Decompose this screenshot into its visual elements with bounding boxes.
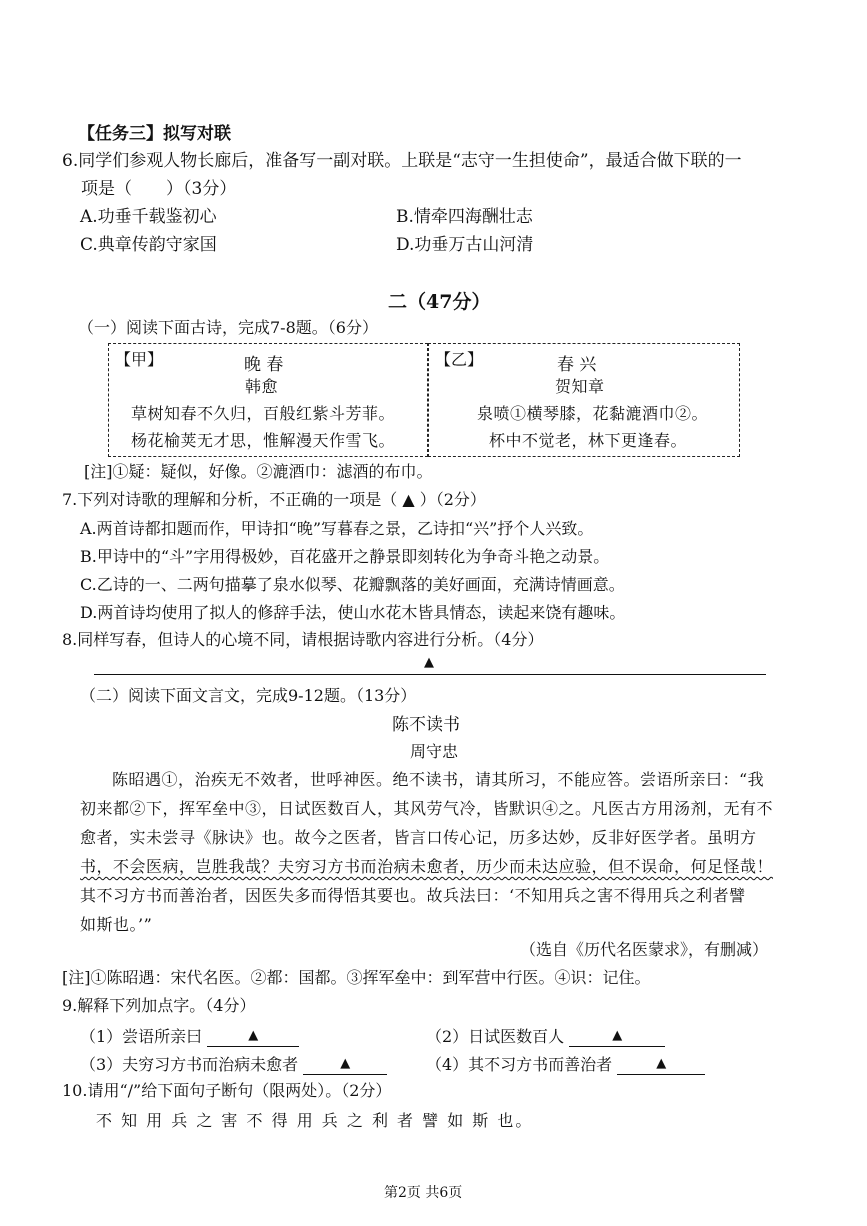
poem-note: [注]①疑：疑似，好像。②漉酒巾：滤酒的布巾。 bbox=[84, 462, 433, 481]
poem-a-line1: 草树知春不久归，百般红紫斗芳菲。 bbox=[131, 404, 396, 423]
poem-a-tag: 【甲】 bbox=[115, 350, 164, 369]
answer-marker: ▲ bbox=[424, 655, 434, 670]
question-9-item-4 bbox=[426, 1052, 705, 1075]
question-7-option-c: C.乙诗的一、二两句描摹了泉水似琴、花瓣飘落的美好画面，充满诗情画意。 bbox=[80, 575, 625, 594]
page-footer: 第2页 共6页 bbox=[384, 1185, 463, 1201]
question-9-item-4-blank[interactable] bbox=[617, 1052, 705, 1075]
option-d: D.功垂万古山河清 bbox=[396, 235, 534, 255]
task-header: 【任务三】拟写对联 bbox=[78, 124, 231, 144]
option-b: B.情牵四海酬壮志 bbox=[396, 207, 533, 227]
question-9-item-3-blank[interactable] bbox=[303, 1052, 387, 1075]
poem-a-author: 韩愈 bbox=[245, 377, 279, 396]
section-title: 二（47分） bbox=[388, 291, 491, 313]
question-9-item-1-blank[interactable] bbox=[207, 1024, 299, 1047]
answer-marker: ▲ bbox=[248, 1028, 259, 1043]
prose-author: 周守忠 bbox=[410, 742, 459, 761]
poem-b-author: 贺知章 bbox=[555, 377, 605, 396]
prose-title: 陈不读书 bbox=[392, 715, 460, 735]
answer-marker: ▲ bbox=[340, 1056, 351, 1071]
prose-line-4: 书，不会医病，岂胜我哉？夫穷习方书而治病未愈者，历少而未达应验，但不误命，何足怪哉！ bbox=[80, 857, 774, 876]
part1-intro: （一）阅读下面古诗，完成7-8题。（6分） bbox=[78, 318, 378, 337]
prose-line-3: 愈者，实未尝寻《脉诀》也。故今之医者，皆言口传心记，历多达妙，反非好医学者。虽明方 bbox=[80, 828, 757, 847]
question-9-item-1-text: （1）尝语所亲曰 bbox=[80, 1027, 203, 1046]
question-9-item-1 bbox=[80, 1024, 299, 1047]
question-10: 10.请用“/”给下面句子断句（限两处）。（2分） bbox=[62, 1081, 392, 1100]
question-9-item-2-text: （2）日试医数百人 bbox=[426, 1027, 565, 1046]
poem-b-title: 春 兴 bbox=[557, 355, 597, 375]
prose-line-5: 其不习方书而善治者，因医失多而得悟其要也。故兵法曰：‘不知用兵之害不得用兵之利者譬 bbox=[80, 886, 746, 905]
poem-b-box bbox=[428, 343, 740, 457]
poem-b-tag: 【乙】 bbox=[435, 350, 484, 369]
question-7-option-b: B.甲诗中的“斗”字用得极妙，百花盛开之静景即刻转化为争奇斗艳之动景。 bbox=[80, 547, 610, 566]
question-6-line1: 6.同学们参观人物长廊后，准备写一副对联。上联是“志守一生担使命”，最适合做下联的一 bbox=[62, 151, 742, 171]
question-9-item-2-blank[interactable] bbox=[569, 1024, 665, 1047]
prose-line-2: 初来都②下，挥军垒中③，日试医数百人，其风劳气冷，皆默识④之。凡医古方用汤剂，无有不 bbox=[80, 799, 774, 818]
question-6-line2: 项是（ ）（3分） bbox=[81, 179, 237, 199]
prose-line-1: 陈昭遇①，治疾无不效者，世呼神医。绝不读书，请其所习，不能应答。尝语所亲曰：“我 bbox=[112, 770, 765, 789]
question-9-item-3 bbox=[80, 1052, 387, 1075]
poem-b-line1: 泉喷①横琴膝，花黏漉酒巾②。 bbox=[477, 404, 709, 423]
poem-a-box bbox=[108, 343, 428, 457]
question-9-item-4-text: （4）其不习方书而善治者 bbox=[426, 1055, 613, 1074]
question-10-sentence: 不 知 用 兵 之 害 不 得 用 兵 之 利 者 譬 如 斯 也。 bbox=[96, 1111, 534, 1130]
question-7: 7.下列对诗歌的理解和分析，不正确的一项是（ ▲ ）（2分） bbox=[62, 490, 486, 509]
poem-b-line2: 杯中不觉老，林下更逢春。 bbox=[489, 431, 688, 450]
option-a: A.功垂千载鉴初心 bbox=[80, 207, 217, 227]
answer-marker: ▲ bbox=[656, 1056, 667, 1071]
part2-intro: （二）阅读下面文言文，完成9-12题。（13分） bbox=[80, 686, 417, 705]
poem-a-title: 晚 春 bbox=[244, 355, 284, 375]
question-9-item-3-text: （3）夫穷习方书而治病未愈者 bbox=[80, 1055, 299, 1074]
question-8: 8.同样写春，但诗人的心境不同，请根据诗歌内容进行分析。（4分） bbox=[62, 630, 544, 649]
option-c: C.典章传韵守家国 bbox=[80, 235, 217, 255]
answer-marker: ▲ bbox=[612, 1028, 623, 1043]
question-9-item-2 bbox=[426, 1024, 665, 1047]
prose-line-6: 如斯也。’” bbox=[80, 915, 153, 934]
question-9: 9.解释下列加点字。（4分） bbox=[62, 996, 256, 1015]
prose-source: （选自《历代名医蒙求》，有删减） bbox=[520, 940, 769, 959]
question-7-option-d: D.两首诗均使用了拟人的修辞手法，使山水花木皆具情态，读起来饶有趣味。 bbox=[80, 603, 626, 622]
poem-a-line2: 杨花榆荚无才思，惟解漫天作雪飞。 bbox=[131, 431, 396, 450]
prose-note: [注]①陈昭遇：宋代名医。②都：国都。③挥军垒中：到军营中行医。④识：记住。 bbox=[62, 968, 651, 987]
answer-line bbox=[94, 674, 766, 675]
question-7-option-a: A.两首诗都扣题而作，甲诗扣“晚”写暮春之景，乙诗扣“兴”抒个人兴致。 bbox=[80, 519, 594, 538]
